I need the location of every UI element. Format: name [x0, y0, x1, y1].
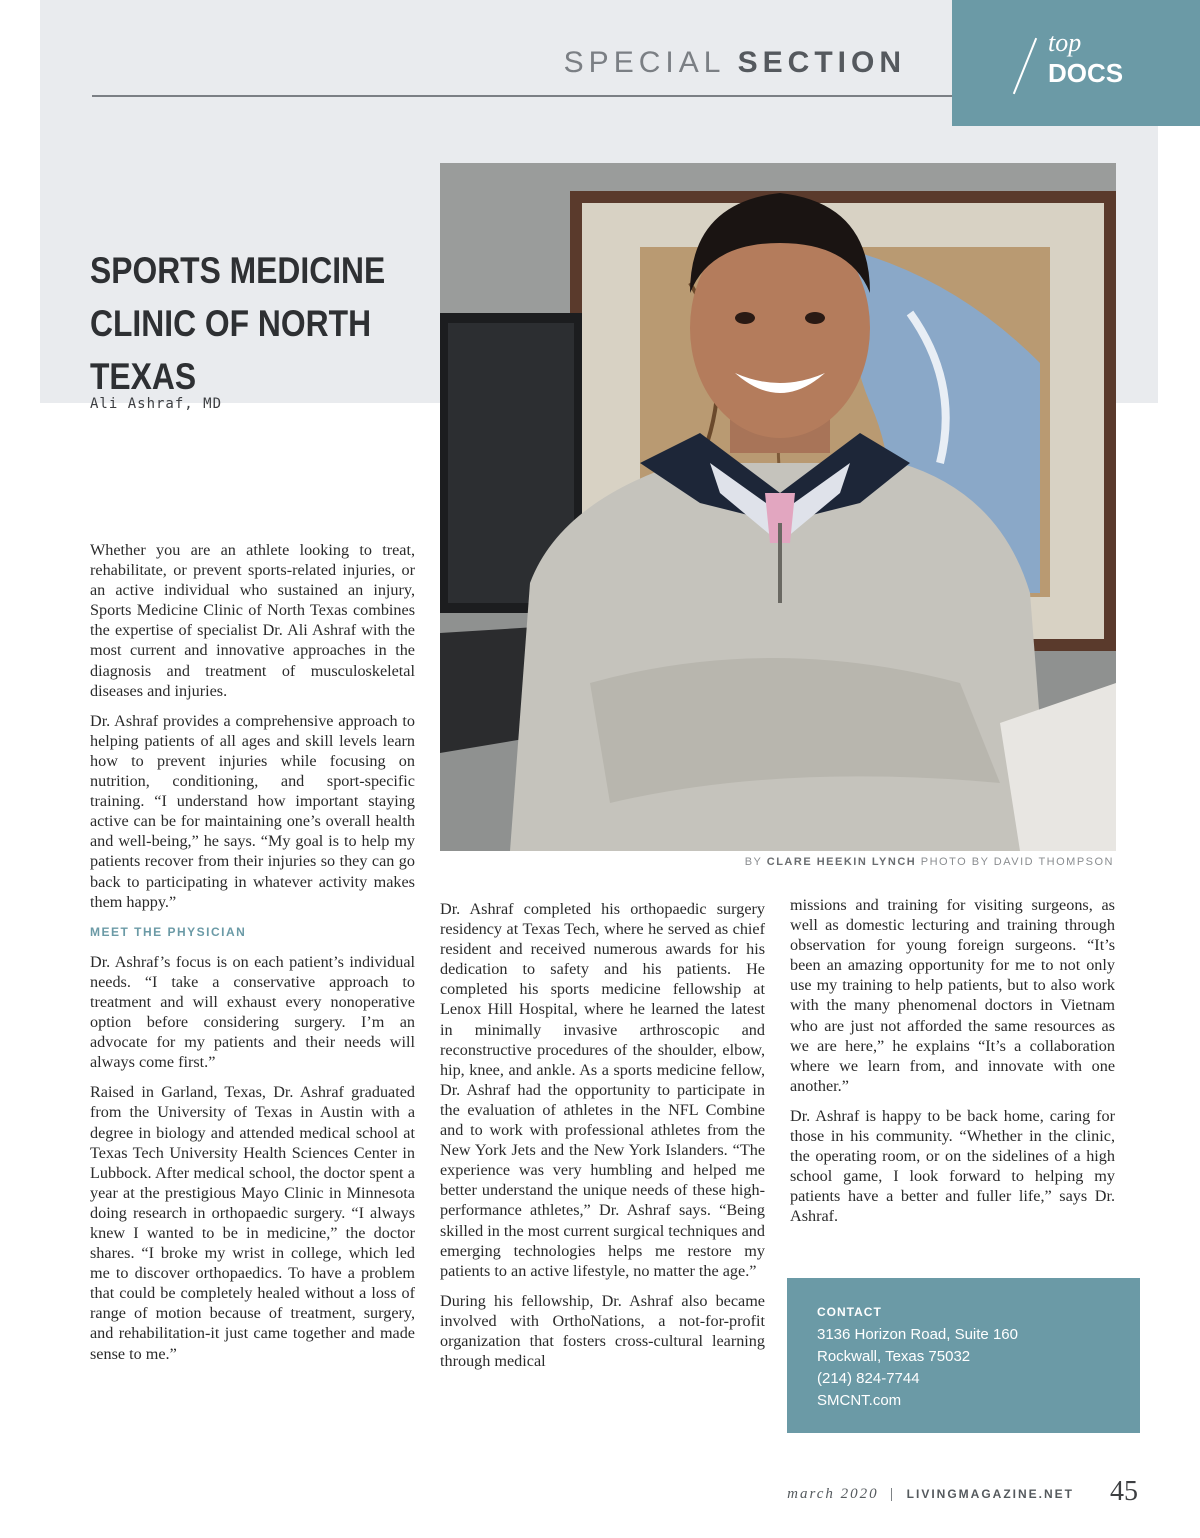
issue-date: march 2020	[787, 1486, 879, 1502]
contact-website-link[interactable]: SMCNT.com	[817, 1392, 902, 1409]
title-line: CLINIC OF NORTH	[90, 303, 372, 344]
credit-author: CLARE HEEKIN LYNCH	[766, 856, 917, 868]
article-column-3	[790, 895, 1115, 1237]
title-line: TEXAS	[90, 356, 197, 397]
section-header	[564, 46, 906, 80]
article-paragraph: Dr. Ashraf completed his orthopaedic surgery residency at Texas Tech, where he served as chief resident and received numerous awards for his dedication to safety and his patients. He completed his sports medicine fellowship at Lenox Hill Hospital, where he learned the latest in minimally invasive arthroscopic and reconstructive procedures of the shoulder, elbow, hip, knee, and ankle. As a sports medicine fellow, Dr. Ashraf had the opportunity to participate in the evaluation of athletes in the NFL Combine and to work with professional athletes from the New York Jets and the New York Islanders. “The experience was very humbling and helped me better understand the unique needs of these high-performance athletes,” Dr. Ashraf says. “Being skilled in the most current surgical techniques and emerging technologies helps me restore my patients to an active lifestyle, no matter the age.”	[440, 900, 765, 1280]
section-header-bold: SECTION	[737, 46, 906, 79]
contact-label: CONTACT	[817, 1305, 882, 1319]
article-paragraph: Dr. Ashraf is happy to be back home, caring for those in his community. “Whether in the clinic, the operating room, or on the sidelines of a high school game, I look forward to helping my patients have a better and fuller life,” says Dr. Ashraf.	[790, 1106, 1115, 1226]
article-paragraph: missions and training for visiting surgeons, as well as domestic lecturing and training through observation for young foreign surgeons. “It’s been an amazing opportunity for me to not only use my training to help patients, but to also work with the many phenomenal doctors in Vietnam who are just not afforded the same resources as we are here,” he explains “It’s a collaboration where we learn from, and innovate with one another.”	[790, 896, 1115, 1095]
section-header-light: SPECIAL	[563, 46, 725, 79]
contact-address-line1: 3136 Horizon Road, Suite 160	[817, 1326, 1018, 1343]
page-number: 45	[1110, 1476, 1138, 1507]
contact-box	[787, 1278, 1140, 1433]
article-paragraph: Whether you are an athlete looking to treat, rehabilitate, or prevent sports-related injuries, or an active individual who sustained an injury, Sports Medicine Clinic of North Texas combines the expertise of specialist Dr. Ali Ashraf with the most current and innovative approaches in the diagnosis and treatment of musculoskeletal diseases and injuries.	[90, 541, 415, 700]
section-subhead: MEET THE PHYSICIAN	[90, 924, 247, 939]
magazine-website[interactable]: LIVINGMAGAZINE.NET	[906, 1487, 1074, 1501]
footer-separator: |	[890, 1486, 896, 1502]
article-column-2	[440, 899, 765, 1381]
badge-docs-label: DOCS	[1048, 58, 1124, 88]
badge-slash-divider	[1013, 38, 1037, 94]
article-title	[90, 244, 386, 403]
badge-top-label: top	[1048, 28, 1082, 57]
physician-portrait-photo	[440, 163, 1116, 851]
title-line: SPORTS MEDICINE	[90, 250, 386, 291]
contact-phone[interactable]: (214) 824-7744	[817, 1370, 920, 1387]
contact-address-line2: Rockwall, Texas 75032	[817, 1348, 971, 1365]
article-column-1	[90, 540, 415, 1374]
article-paragraph: During his fellowship, Dr. Ashraf also became involved with OrthoNations, a not-for-profit organization that fosters cross-cultural learning through medical	[440, 1291, 765, 1371]
article-paragraph: Dr. Ashraf’s focus is on each patient’s individual needs. “I take a conservative approach to treatment and will exhaust every nonoperative option before considering surgery. I’m an advocate for my patients and their needs will always come first.”	[90, 952, 415, 1072]
top-docs-badge	[952, 0, 1200, 126]
article-paragraph: Dr. Ashraf provides a comprehensive approach to helping patients of all ages and skill levels learn how to prevent injuries while focusing on nutrition, conditioning, and sport-specific training. “I understand how important staying active can be for maintaining one’s overall health and well-being,” he says. “My goal is to help my patients recover from their injuries so they can go back to participating in whatever activity makes them happy.”	[90, 711, 415, 911]
article-paragraph: Raised in Garland, Texas, Dr. Ashraf graduated from the University of Texas in Austin with a degree in biology and attended medical school at Texas Tech University Health Sciences Center in Lubbock. After medical school, the doctor spent a year at the prestigious Mayo Clinic in Minnesota doing research in orthopaedic surgery. “I always knew I wanted to be in medicine,” the doctor shares. “I broke my wrist in college, which led me to discover orthopaedics. To have a problem that could be completely healed without a loss of range of motion because of treatment, surgery, and rehabilitation-it just came together and made sense to me.”	[90, 1083, 415, 1363]
credit-prefix: BY	[744, 856, 763, 868]
header-rule	[92, 95, 954, 97]
photo-credit	[745, 856, 1114, 868]
physician-byline: Ali Ashraf, MD	[90, 396, 223, 412]
page-footer	[787, 1486, 1074, 1503]
credit-photographer: PHOTO BY DAVID THOMPSON	[920, 856, 1114, 868]
